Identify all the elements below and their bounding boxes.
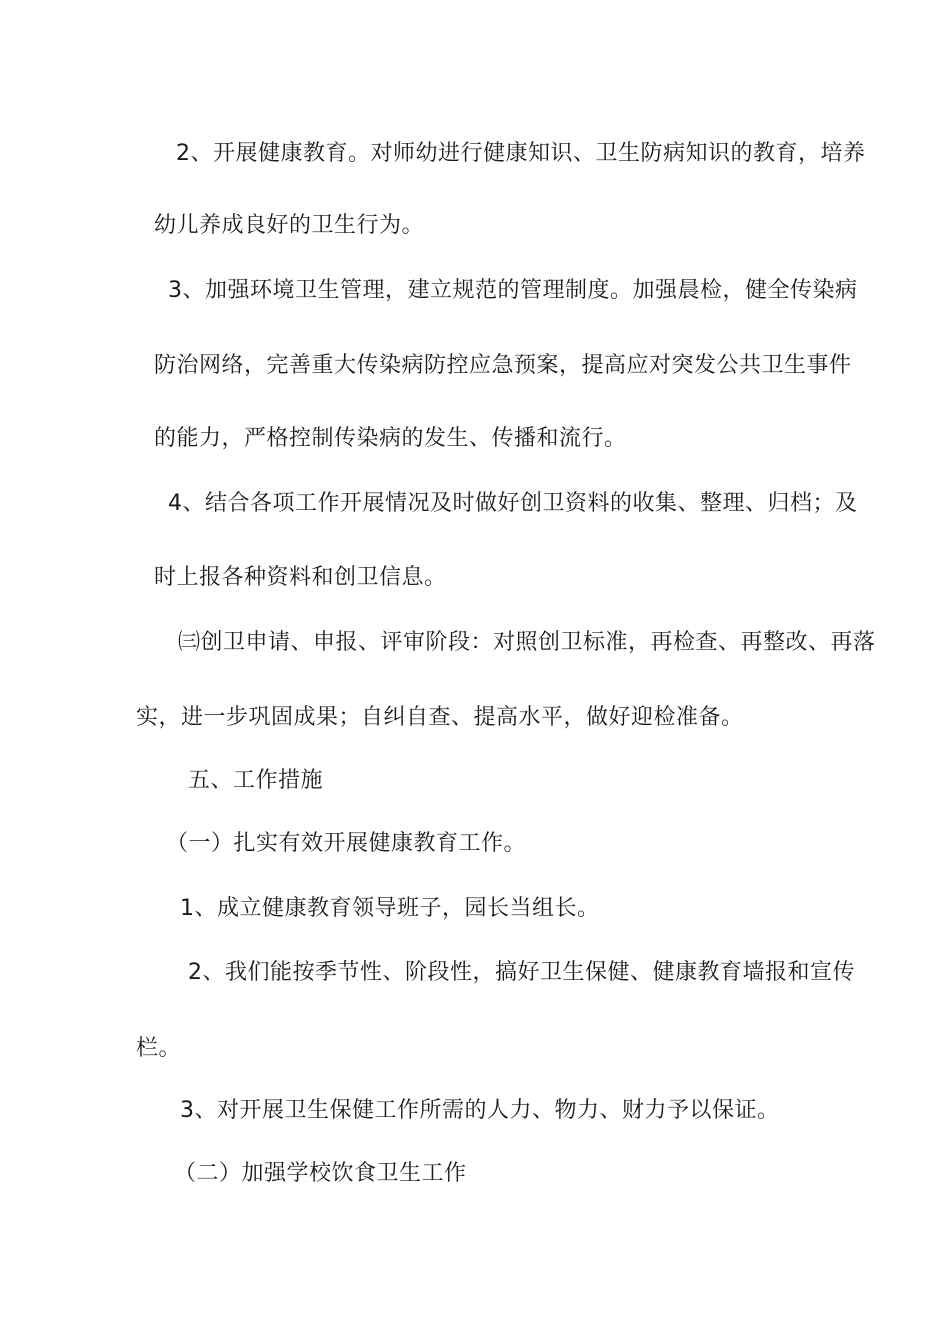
paragraph-stage-3-line-1: ㈢创卫申请、申报、评审阶段：对照创卫标准，再检查、再整改、再落 <box>178 630 876 655</box>
section-heading-work-measures: 五、工作措施 <box>188 768 324 793</box>
paragraph-4-line-2: 时上报各种资料和创卫信息。 <box>154 565 447 590</box>
measure-item-2-line-1: 2、我们能按季节性、阶段性，搞好卫生保健、健康教育墙报和宣传 <box>188 960 855 985</box>
measure-item-2-line-2: 栏。 <box>136 1036 182 1061</box>
subheading-food-hygiene: （二）加强学校饮食卫生工作 <box>174 1161 467 1186</box>
paragraph-3-line-2: 防治网络，完善重大传染病防控应急预案，提高应对突发公共卫生事件 <box>154 353 852 378</box>
paragraph-2-line-2: 幼儿养成良好的卫生行为。 <box>154 213 425 238</box>
subheading-health-education: （一）扎实有效开展健康教育工作。 <box>166 831 527 856</box>
paragraph-2-line-1: 2、开展健康教育。对师幼进行健康知识、卫生防病知识的教育，培养 <box>176 141 866 166</box>
paragraph-stage-3-line-2: 实，进一步巩固成果；自纠自查、提高水平，做好迎检准备。 <box>136 705 744 730</box>
measure-item-3: 3、对开展卫生保健工作所需的人力、物力、财力予以保证。 <box>180 1098 780 1123</box>
paragraph-3-line-1: 3、加强环境卫生管理，建立规范的管理制度。加强晨检，健全传染病 <box>168 278 858 303</box>
measure-item-1: 1、成立健康教育领导班子，园长当组长。 <box>180 896 600 921</box>
paragraph-3-line-3: 的能力，严格控制传染病的发生、传播和流行。 <box>154 426 627 451</box>
paragraph-4-line-1: 4、结合各项工作开展情况及时做好创卫资料的收集、整理、归档；及 <box>168 491 858 516</box>
